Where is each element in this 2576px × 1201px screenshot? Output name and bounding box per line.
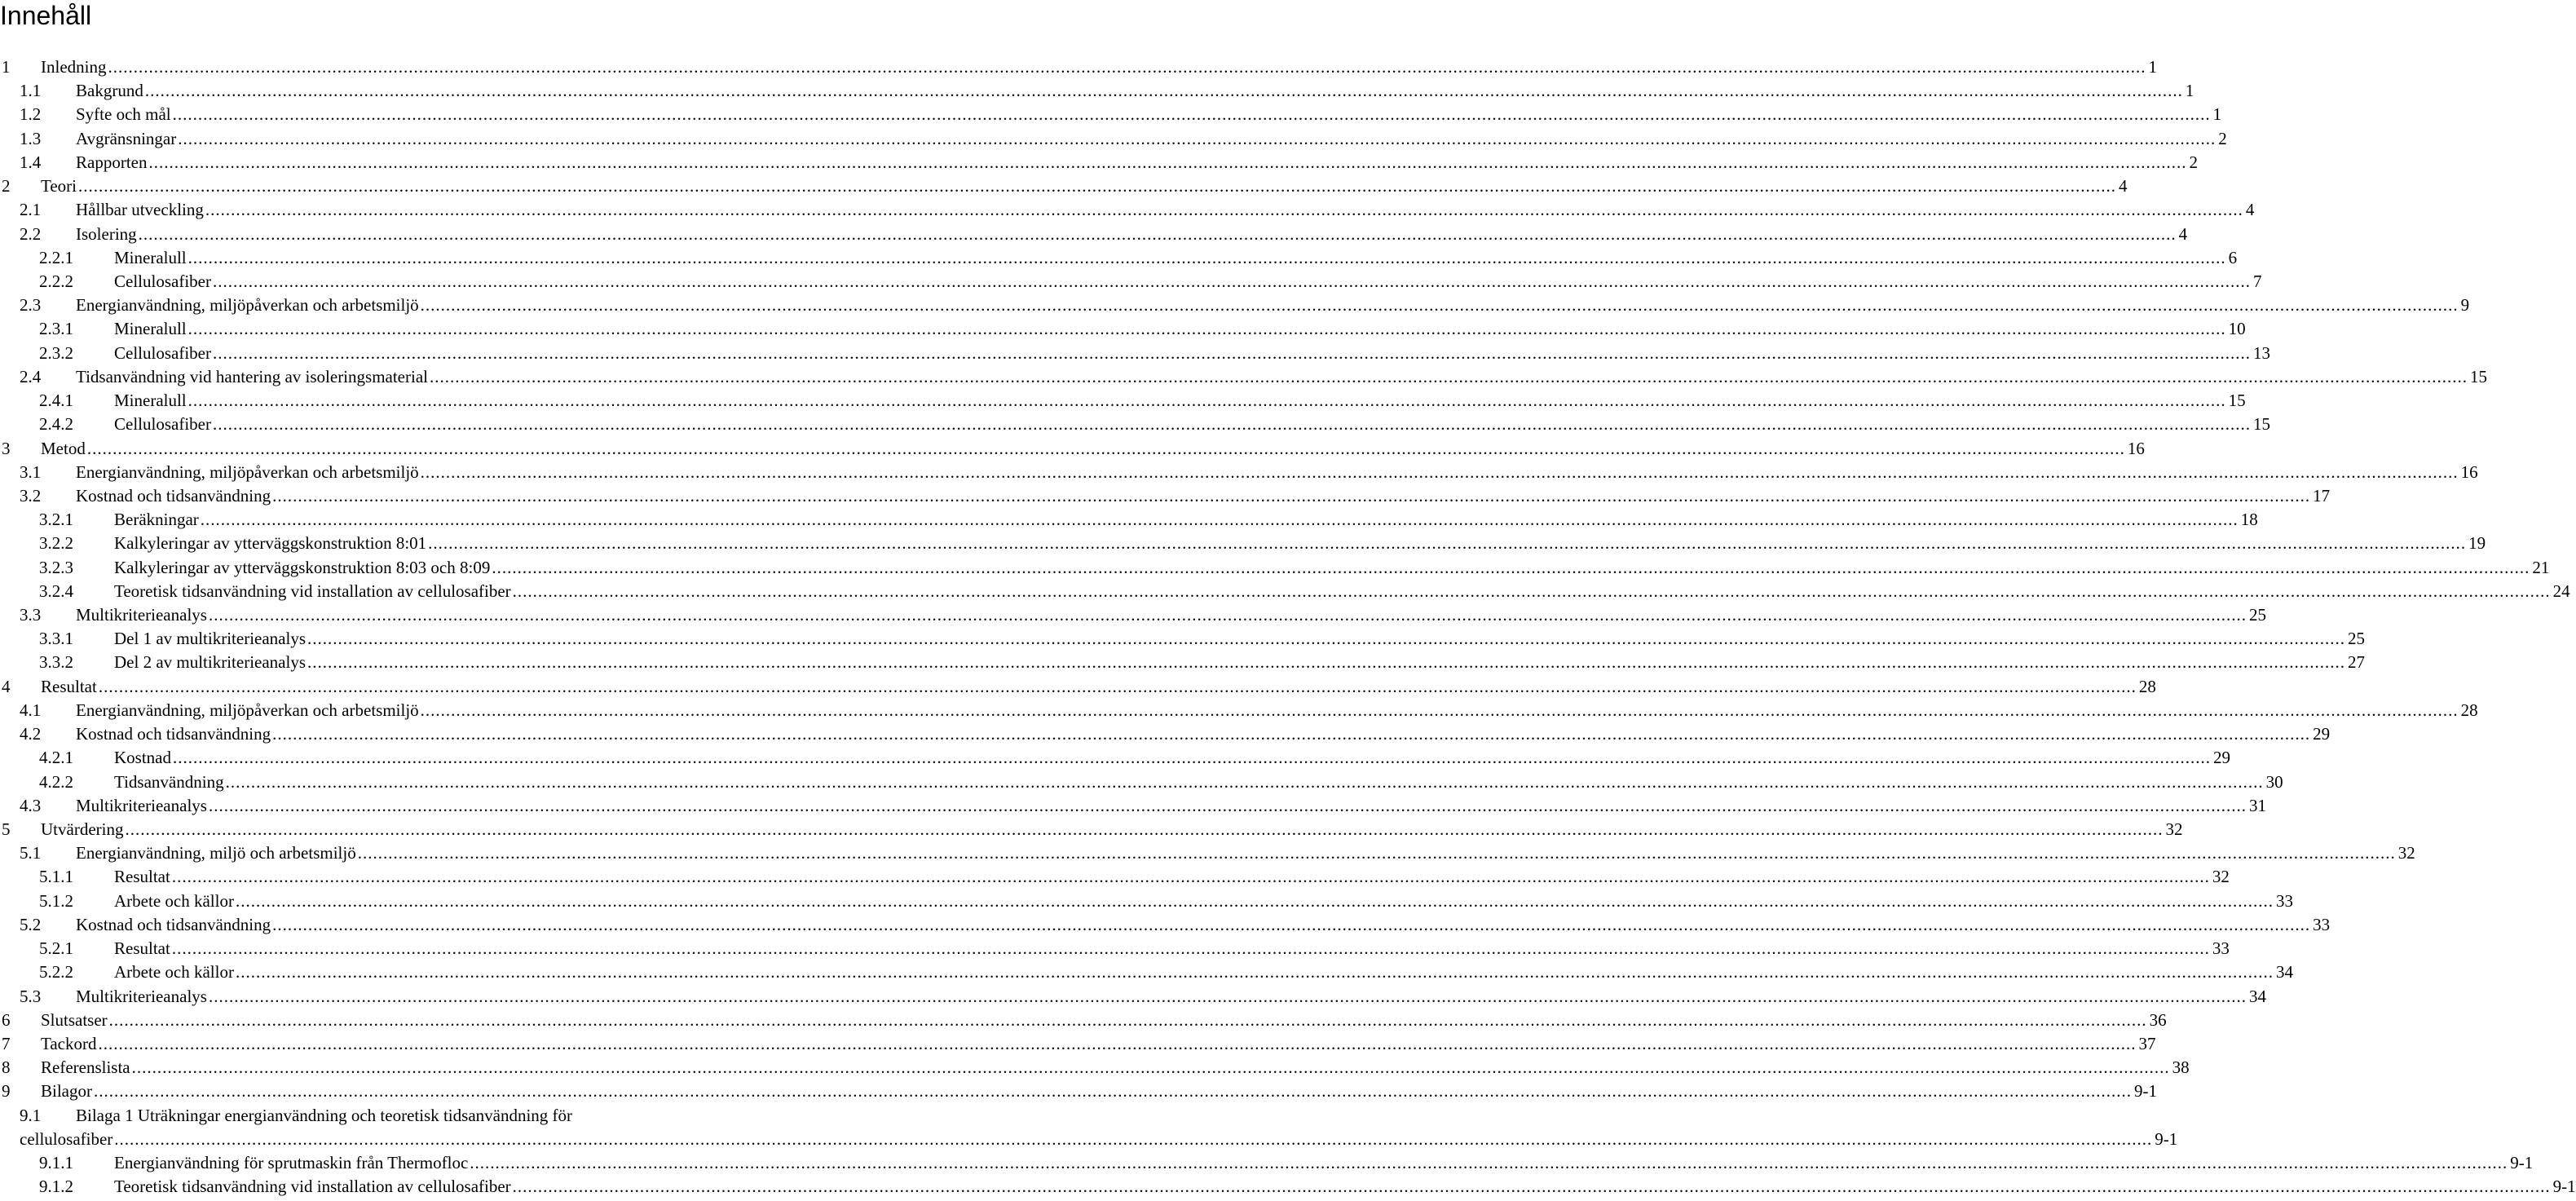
toc-entry-page-number[interactable]: 24 <box>2552 581 2570 601</box>
toc-entry-page-number[interactable]: 7 <box>2252 271 2262 291</box>
toc-dot-leader: ................................................................................................................................................................................................................................................................................................................................................................................................................ <box>208 605 2247 625</box>
toc-entry-number: 2.3 <box>20 295 42 316</box>
toc-entry[interactable] <box>0 508 2258 532</box>
toc-entry-number: 1 <box>2 57 11 77</box>
toc-entry[interactable] <box>0 127 2227 151</box>
toc-entry-page-number[interactable]: 10 <box>2228 319 2246 339</box>
toc-dot-leader: ................................................................................................................................................................................................................................................................................................................................................................................................................ <box>420 461 2459 482</box>
toc-entry[interactable] <box>0 484 2331 508</box>
toc-entry-page-number[interactable]: 30 <box>2265 771 2283 792</box>
toc-entry-page-number[interactable]: 18 <box>2240 510 2258 530</box>
toc-entry-number: 9.1 <box>20 1105 42 1125</box>
toc-entry[interactable] <box>0 413 2270 436</box>
toc-entry-page-number[interactable]: 9 <box>2460 295 2470 316</box>
toc-entry-title[interactable]: Kostnad och tidsanvändning <box>76 913 272 937</box>
toc-entry-number: 3.3 <box>20 605 42 625</box>
toc-entry-page-number[interactable]: 33 <box>2212 938 2230 959</box>
toc-entry-page-number[interactable]: 1 <box>2148 57 2157 77</box>
toc-entry-title[interactable]: Energianvändning, miljöpåverkan och arbetsmiljö <box>76 461 421 484</box>
toc-entry[interactable] <box>0 79 2194 103</box>
toc-entry[interactable] <box>0 1175 2576 1199</box>
toc-entry-title[interactable]: Metod <box>41 437 87 461</box>
toc-entry-title[interactable]: Multikriterieanalys <box>76 603 209 627</box>
toc-dot-leader: ................................................................................................................................................................................................................................................................................................................................................................................................................ <box>492 557 2530 577</box>
toc-entry-page-number[interactable]: 36 <box>2149 1009 2167 1030</box>
toc-entry-page-number[interactable]: 32 <box>2165 819 2183 839</box>
toc-entry[interactable] <box>0 675 2156 699</box>
toc-dot-leader: ................................................................................................................................................................................................................................................................................................................................................................................................................ <box>125 819 2164 839</box>
toc-dot-leader: ................................................................................................................................................................................................................................................................................................................................................................................................................ <box>420 295 2459 316</box>
toc-entry-title[interactable]: Teoretisk tidsanvändning vid installation av cellulosafiber <box>114 580 513 603</box>
toc-entry-title[interactable]: Del 1 av multikriterieanalys <box>114 627 307 651</box>
toc-dot-leader: ................................................................................................................................................................................................................................................................................................................................................................................................................ <box>98 1033 2137 1053</box>
toc-entry-page-number[interactable]: 34 <box>2275 962 2293 982</box>
toc-dot-leader: ................................................................................................................................................................................................................................................................................................................................................................................................................ <box>272 914 2311 934</box>
toc-dot-leader: ................................................................................................................................................................................................................................................................................................................................................................................................................ <box>148 152 2187 172</box>
toc-entry[interactable] <box>0 246 2238 270</box>
toc-entry-number: 5.2.1 <box>39 938 73 959</box>
toc-entry-title[interactable]: Beräkningar <box>114 508 201 532</box>
toc-entry-title[interactable]: Cellulosafiber <box>114 270 213 294</box>
toc-entry[interactable] <box>0 890 2293 913</box>
toc-entry-title[interactable]: Utvärdering <box>41 818 125 841</box>
toc-entry-page-number[interactable]: 6 <box>2228 247 2238 267</box>
toc-entry-page-number[interactable]: 21 <box>2532 557 2550 577</box>
toc-entry[interactable] <box>0 437 2145 461</box>
toc-dot-leader: ................................................................................................................................................................................................................................................................................................................................................................................................................ <box>172 104 2211 125</box>
toc-entry-title[interactable]: Multikriterieanalys <box>76 794 209 818</box>
toc-entry-number: 1.3 <box>20 128 42 148</box>
toc-dot-leader: ................................................................................................................................................................................................................................................................................................................................................................................................................ <box>131 1057 2170 1078</box>
toc-entry-page-number[interactable]: 16 <box>2460 461 2478 482</box>
toc-entry-title[interactable]: Bakgrund <box>76 79 145 103</box>
toc-entry-page-number[interactable]: 25 <box>2348 629 2366 649</box>
toc-entry[interactable] <box>0 174 2128 198</box>
toc-entry-page-number[interactable]: 15 <box>2470 366 2487 386</box>
toc-entry-number: 5 <box>2 819 11 839</box>
toc-entry-title[interactable]: Mineralull <box>114 389 188 413</box>
toc-dot-leader: ................................................................................................................................................................................................................................................................................................................................................................................................................ <box>272 485 2311 506</box>
toc-entry-number: 2.2.1 <box>39 247 73 267</box>
toc-entry-number: 3.3.2 <box>39 652 73 673</box>
toc-entry-title[interactable]: Mineralull <box>114 317 188 341</box>
toc-entry-number: 6 <box>2 1009 11 1030</box>
toc-entry-number: 2.4 <box>20 366 42 386</box>
toc-entry-title[interactable]: Isolering <box>76 223 139 246</box>
toc-entry-number: 5.2 <box>20 914 42 934</box>
toc-entry[interactable] <box>0 270 2262 294</box>
toc-entry[interactable] <box>0 865 2230 889</box>
toc-entry[interactable] <box>0 1032 2156 1056</box>
toc-entry[interactable] <box>0 317 2246 341</box>
toc-entry[interactable] <box>0 294 2470 317</box>
toc-entry-number: 2.4.1 <box>39 391 73 411</box>
toc-dot-leader: ................................................................................................................................................................................................................................................................................................................................................................................................................ <box>108 57 2146 77</box>
toc-heading: Innehåll <box>0 1 92 30</box>
toc-entry[interactable] <box>0 556 2550 580</box>
toc-entry-page-number[interactable]: 17 <box>2313 485 2331 506</box>
toc-entry[interactable] <box>0 223 2188 246</box>
toc-entry-page-number[interactable]: 1 <box>2185 81 2194 101</box>
toc-entry[interactable] <box>0 627 2366 651</box>
toc-entry-number: 3.2.4 <box>39 581 73 601</box>
toc-entry-number: 1.1 <box>20 81 42 101</box>
toc-entry-title[interactable]: Mineralull <box>114 246 188 270</box>
toc-entry-title[interactable]: Resultat <box>114 937 172 960</box>
toc-entry-title[interactable]: Tidsanvändning <box>114 770 226 794</box>
toc-entry-page-number[interactable]: 33 <box>2313 914 2331 934</box>
toc-entry[interactable] <box>0 389 2246 413</box>
toc-entry-number: 5.1.1 <box>39 867 73 887</box>
toc-entry-title[interactable]: Tidsanvändning vid hantering av isoleringsmaterial <box>76 365 430 389</box>
table-of-contents <box>0 55 2576 1199</box>
toc-entry[interactable] <box>0 960 2293 984</box>
toc-entry-number: 4.2.2 <box>39 771 73 792</box>
toc-entry[interactable] <box>0 937 2230 960</box>
toc-entry-page-number[interactable]: 2 <box>2218 128 2227 148</box>
toc-entry-title[interactable]: Arbete och källor <box>114 960 236 984</box>
toc-dot-leader: ................................................................................................................................................................................................................................................................................................................................................................................................................ <box>212 414 2251 435</box>
toc-entry-title[interactable]: Syfte och mål <box>76 103 173 126</box>
toc-entry-number: 9.1.2 <box>39 1177 73 1197</box>
toc-entry-title[interactable]: Kostnad och tidsanvändning <box>76 484 272 508</box>
toc-entry-page-number[interactable]: 9-1 <box>2155 1128 2178 1149</box>
toc-entry-number: 4.2 <box>20 724 42 744</box>
toc-dot-leader: ................................................................................................................................................................................................................................................................................................................................................................................................................ <box>470 1153 2508 1173</box>
toc-entry-title[interactable]: Multikriterieanalys <box>76 985 209 1009</box>
toc-entry-number: 2.4.2 <box>39 414 73 435</box>
toc-entry-number: 5.1.2 <box>39 890 73 911</box>
toc-entry-number: 3.2.2 <box>39 533 73 554</box>
toc-entry-title[interactable]: Cellulosafiber <box>114 342 213 365</box>
toc-entry-number: 5.2.2 <box>39 962 73 982</box>
toc-dot-leader: ................................................................................................................................................................................................................................................................................................................................................................................................................ <box>420 700 2459 720</box>
toc-entry-title[interactable]: Rapporten <box>76 151 148 174</box>
toc-entry-title[interactable]: Resultat <box>114 865 172 889</box>
toc-entry[interactable] <box>0 913 2331 937</box>
toc-entry-page-number[interactable]: 4 <box>2119 176 2128 196</box>
toc-dot-leader: ................................................................................................................................................................................................................................................................................................................................................................................................................ <box>208 986 2247 1006</box>
toc-entry[interactable] <box>0 1056 2190 1080</box>
toc-dot-leader: ................................................................................................................................................................................................................................................................................................................................................................................................................ <box>173 748 2211 768</box>
toc-dot-leader: ................................................................................................................................................................................................................................................................................................................................................................................................................ <box>307 629 2346 649</box>
toc-entry-page-number[interactable]: 33 <box>2275 890 2293 911</box>
toc-entry-number: 3.2.1 <box>39 510 73 530</box>
toc-entry-number: 1.4 <box>20 152 42 172</box>
toc-entry-page-number[interactable]: 16 <box>2127 438 2145 458</box>
toc-entry-number: 4.3 <box>20 795 42 815</box>
toc-entry[interactable] <box>0 699 2478 722</box>
toc-entry-page-number[interactable]: 1 <box>2212 104 2222 125</box>
toc-dot-leader: ................................................................................................................................................................................................................................................................................................................................................................................................................ <box>212 271 2251 291</box>
toc-dot-leader: ................................................................................................................................................................................................................................................................................................................................................................................................................ <box>187 319 2226 339</box>
toc-entry-title[interactable]: cellulosafiber <box>20 1128 114 1151</box>
toc-dot-leader: ................................................................................................................................................................................................................................................................................................................................................................................................................ <box>212 342 2251 363</box>
toc-dot-leader: ................................................................................................................................................................................................................................................................................................................................................................................................................ <box>171 938 2210 959</box>
toc-entry-page-number[interactable]: 32 <box>2397 843 2415 863</box>
toc-dot-leader: ................................................................................................................................................................................................................................................................................................................................................................................................................ <box>512 581 2551 601</box>
toc-dot-leader: ................................................................................................................................................................................................................................................................................................................................................................................................................ <box>178 128 2217 148</box>
toc-dot-leader: ................................................................................................................................................................................................................................................................................................................................................................................................................ <box>208 795 2247 815</box>
toc-dot-leader: ................................................................................................................................................................................................................................................................................................................................................................................................................ <box>428 533 2467 554</box>
toc-dot-leader: ................................................................................................................................................................................................................................................................................................................................................................................................................ <box>108 1009 2147 1030</box>
toc-entry-number: 4.2.1 <box>39 748 73 768</box>
toc-entry-number: 5.3 <box>20 986 42 1006</box>
toc-dot-leader: ................................................................................................................................................................................................................................................................................................................................................................................................................ <box>200 510 2239 530</box>
toc-entry-number: 2.2 <box>20 223 42 244</box>
toc-entry-number: 4.1 <box>20 700 42 720</box>
toc-dot-leader: ................................................................................................................................................................................................................................................................................................................................................................................................................ <box>78 176 2117 196</box>
toc-entry-title[interactable]: Referenslista <box>41 1056 132 1080</box>
toc-entry-title[interactable]: Kostnad <box>114 746 173 770</box>
toc-entry-title[interactable]: Kostnad och tidsanvändning <box>76 722 272 746</box>
toc-entry-title[interactable]: Inledning <box>41 55 108 79</box>
toc-entry-title[interactable]: Slutsatser <box>41 1009 109 1032</box>
toc-entry-title[interactable]: Cellulosafiber <box>114 413 213 436</box>
toc-entry-number: 9.1.1 <box>39 1153 73 1173</box>
toc-entry-page-number[interactable]: 9-1 <box>2134 1081 2157 1102</box>
toc-entry-title[interactable]: Energianvändning för sprutmaskin från Thermofloc <box>114 1151 470 1175</box>
toc-entry-title[interactable]: Arbete och källor <box>114 890 236 913</box>
toc-entry[interactable] <box>0 1104 783 1128</box>
toc-entry-page-number[interactable]: 15 <box>2228 391 2246 411</box>
toc-entry-number: 3.2 <box>20 485 42 506</box>
toc-entry[interactable] <box>0 841 2415 865</box>
toc-entry-title[interactable]: Energianvändning, miljöpåverkan och arbetsmiljö <box>76 699 421 722</box>
toc-entry-page-number[interactable]: 37 <box>2138 1033 2156 1053</box>
toc-dot-leader: ................................................................................................................................................................................................................................................................................................................................................................................................................ <box>205 200 2243 220</box>
toc-dot-leader: ................................................................................................................................................................................................................................................................................................................................................................................................................ <box>187 247 2226 267</box>
toc-entry-page-number[interactable]: 15 <box>2252 414 2270 435</box>
toc-entry-page-number[interactable]: 29 <box>2213 748 2230 768</box>
toc-dot-leader: ................................................................................................................................................................................................................................................................................................................................................................................................................ <box>144 81 2183 101</box>
toc-entry-title[interactable]: Kalkyleringar av ytterväggskonstruktion 8:03 och 8:09 <box>114 556 492 580</box>
toc-entry-title[interactable]: Teoretisk tidsanvändning vid installation av cellulosafiber <box>114 1175 513 1199</box>
toc-dot-leader: ................................................................................................................................................................................................................................................................................................................................................................................................................ <box>138 223 2177 244</box>
toc-entry-page-number[interactable]: 4 <box>2178 223 2188 244</box>
toc-entry-page-number[interactable]: 32 <box>2212 867 2230 887</box>
toc-entry[interactable] <box>0 151 2198 174</box>
toc-entry-number: 2 <box>2 176 11 196</box>
toc-dot-leader: ................................................................................................................................................................................................................................................................................................................................................................................................................ <box>225 771 2264 792</box>
toc-entry-title[interactable]: Hållbar utveckling <box>76 198 205 222</box>
toc-entry[interactable] <box>0 365 2487 389</box>
toc-entry[interactable] <box>0 794 2266 818</box>
toc-entry-number: 2.3.2 <box>39 342 73 363</box>
toc-entry-number: 5.1 <box>20 843 42 863</box>
toc-dot-leader: ................................................................................................................................................................................................................................................................................................................................................................................................................ <box>86 438 2125 458</box>
toc-entry-number: 2.3.1 <box>39 319 73 339</box>
toc-entry[interactable] <box>0 55 2157 79</box>
toc-entry[interactable] <box>0 1009 2167 1032</box>
toc-dot-leader: ................................................................................................................................................................................................................................................................................................................................................................................................................ <box>272 724 2311 744</box>
toc-entry-title[interactable]: Resultat <box>41 675 99 699</box>
toc-entry-page-number[interactable]: 29 <box>2313 724 2331 744</box>
toc-dot-leader: ................................................................................................................................................................................................................................................................................................................................................................................................................ <box>94 1081 2132 1102</box>
toc-dot-leader: ................................................................................................................................................................................................................................................................................................................................................................................................................ <box>512 1177 2551 1197</box>
toc-entry[interactable] <box>0 722 2331 746</box>
toc-dot-leader: ................................................................................................................................................................................................................................................................................................................................................................................................................ <box>114 1128 2153 1149</box>
toc-entry-page-number[interactable]: 9-1 <box>2510 1153 2534 1173</box>
toc-dot-leader: ................................................................................................................................................................................................................................................................................................................................................................................................................ <box>235 962 2274 982</box>
toc-dot-leader: ................................................................................................................................................................................................................................................................................................................................................................................................................ <box>98 676 2137 696</box>
toc-entry-page-number[interactable]: 2 <box>2189 152 2198 172</box>
toc-entry[interactable] <box>0 1128 2178 1151</box>
toc-entry[interactable] <box>0 651 2366 674</box>
toc-entry-number: 7 <box>2 1033 11 1053</box>
toc-entry-number: 3.1 <box>20 461 42 482</box>
toc-entry[interactable] <box>0 198 2255 222</box>
toc-entry-number: 8 <box>2 1057 11 1078</box>
toc-dot-leader: ................................................................................................................................................................................................................................................................................................................................................................................................................ <box>187 391 2226 411</box>
toc-entry-title[interactable]: Del 2 av multikriterieanalys <box>114 651 307 674</box>
toc-entry-title[interactable]: Avgränsningar <box>76 127 178 151</box>
toc-entry-number: 2.2.2 <box>39 271 73 291</box>
toc-entry[interactable] <box>0 580 2570 603</box>
toc-entry[interactable] <box>0 103 2222 126</box>
toc-entry-title[interactable]: Teori <box>41 174 78 198</box>
toc-entry-page-number[interactable]: 34 <box>2248 986 2266 1006</box>
toc-dot-leader: ................................................................................................................................................................................................................................................................................................................................................................................................................ <box>307 652 2346 673</box>
toc-dot-leader: ................................................................................................................................................................................................................................................................................................................................................................................................................ <box>171 867 2210 887</box>
toc-entry-number: 4 <box>2 676 11 696</box>
toc-entry-number: 3.2.3 <box>39 557 73 577</box>
toc-entry[interactable] <box>0 746 2230 770</box>
toc-entry[interactable] <box>0 770 2283 794</box>
toc-entry-page-number[interactable]: 9-1 <box>2552 1177 2576 1197</box>
toc-entry[interactable] <box>0 985 2266 1009</box>
toc-entry[interactable] <box>0 342 2270 365</box>
toc-dot-leader: ................................................................................................................................................................................................................................................................................................................................................................................................................ <box>430 366 2468 386</box>
toc-entry-page-number[interactable]: 4 <box>2245 200 2255 220</box>
toc-entry[interactable] <box>0 532 2486 555</box>
toc-entry[interactable] <box>0 1080 2157 1103</box>
toc-entry[interactable] <box>0 603 2266 627</box>
toc-entry-title[interactable]: Kalkyleringar av ytterväggskonstruktion 8:01 <box>114 532 428 555</box>
toc-dot-leader: ................................................................................................................................................................................................................................................................................................................................................................................................................ <box>357 843 2396 863</box>
toc-entry-page-number[interactable]: 19 <box>2468 533 2486 554</box>
toc-entry-page-number[interactable]: 28 <box>2460 700 2478 720</box>
toc-entry-page-number[interactable]: 38 <box>2172 1057 2190 1078</box>
toc-entry[interactable] <box>0 818 2183 841</box>
toc-entry[interactable] <box>0 461 2478 484</box>
toc-entry-number: 1.2 <box>20 104 42 125</box>
toc-entry-number: 3 <box>2 438 11 458</box>
toc-entry[interactable] <box>0 1151 2534 1175</box>
toc-entry-page-number[interactable]: 31 <box>2248 795 2266 815</box>
toc-entry-title[interactable]: Energianvändning, miljö och arbetsmiljö <box>76 841 358 865</box>
toc-entry-page-number[interactable]: 27 <box>2348 652 2366 673</box>
toc-entry-title[interactable]: Bilagor <box>41 1080 94 1103</box>
toc-entry-title[interactable]: Energianvändning, miljöpåverkan och arbetsmiljö <box>76 294 421 317</box>
toc-entry-page-number[interactable]: 25 <box>2248 605 2266 625</box>
toc-dot-leader: ................................................................................................................................................................................................................................................................................................................................................................................................................ <box>235 890 2274 911</box>
toc-entry-title[interactable]: Bilaga 1 Uträkningar energianvändning och teoretisk tidsanvändning för <box>76 1104 574 1128</box>
toc-entry-number: 2.1 <box>20 200 42 220</box>
toc-entry-title[interactable]: Tackord <box>41 1032 99 1056</box>
toc-entry-page-number[interactable]: 13 <box>2252 342 2270 363</box>
toc-entry-page-number[interactable]: 28 <box>2138 676 2156 696</box>
toc-entry-number: 9 <box>2 1081 11 1102</box>
toc-entry-number: 3.3.1 <box>39 629 73 649</box>
